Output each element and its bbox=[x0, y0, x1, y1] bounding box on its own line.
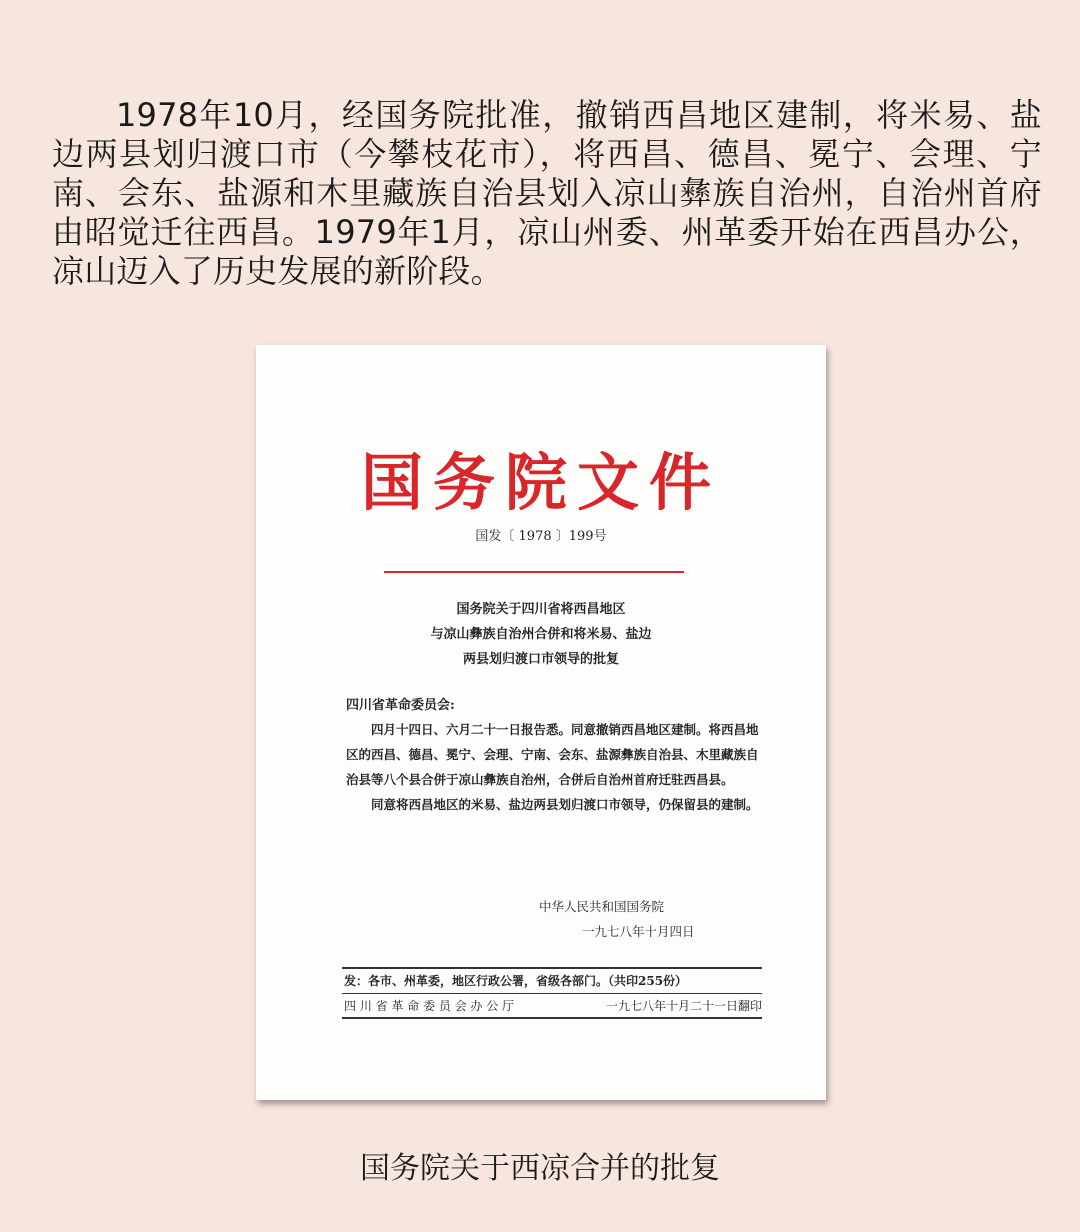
document-print-date: 一九七八年十月二十一日翻印 bbox=[605, 999, 762, 1013]
document-title-line: 国务院关于四川省将西昌地区 bbox=[456, 602, 626, 617]
document-heading: 国务院文件 bbox=[360, 446, 721, 519]
document-body-paragraph: 同意将西昌地区的米易、盐边两县划归渡口市领导，仍保留县的建制。 bbox=[371, 797, 759, 812]
document-body-paragraph: 四月十四日、六月二十一日报告悉。同意撤销西昌地区建制。将西昌地区的西昌、德昌、冕宁、会理、宁南、会东、盐源彝族自治县、木里藏族自治县等八个县合併于凉山彝族自治州，合併后自治州首府迁驻西昌县。 bbox=[346, 722, 759, 787]
document-sign-date: 一九七八年十月四日 bbox=[582, 924, 695, 939]
document-number: 国发〔 1978 〕199号 bbox=[475, 529, 607, 544]
document-recipient: 四川省革命委员会: bbox=[346, 698, 455, 713]
document-body bbox=[346, 717, 766, 817]
image-caption: 国务院关于西凉合并的批复 bbox=[360, 1151, 720, 1186]
document-printer-line bbox=[342, 995, 762, 1019]
document-printer-office: 四 川 省 革 命 委 员 会 办 公 厅 bbox=[344, 999, 515, 1013]
document-title bbox=[256, 597, 826, 672]
red-divider bbox=[384, 571, 684, 573]
document-title-line: 两县划归渡口市领导的批复 bbox=[462, 652, 619, 667]
intro-paragraph: 1978年10月，经国务院批准，撤销西昌地区建制，将米易、盐边两县划归渡口市（今攀枝花市），将西昌、德昌、冕宁、会理、宁南、会东、盐源和木里藏族自治县划入凉山彝族自治州，自治州首府由昭觉迁往西昌。1979年1月，凉山州委、州革委开始在西昌办公，凉山迈入了历史发展的新阶段。 bbox=[52, 96, 1042, 290]
document-distribution: 发：各市、州革委，地区行政公署，省级各部门。（共印255份） bbox=[342, 967, 762, 994]
document-title-line: 与凉山彝族自治州合併和将米易、盐边 bbox=[430, 627, 652, 642]
document-signatory: 中华人民共和国国务院 bbox=[539, 899, 665, 914]
document-image bbox=[256, 345, 826, 1100]
